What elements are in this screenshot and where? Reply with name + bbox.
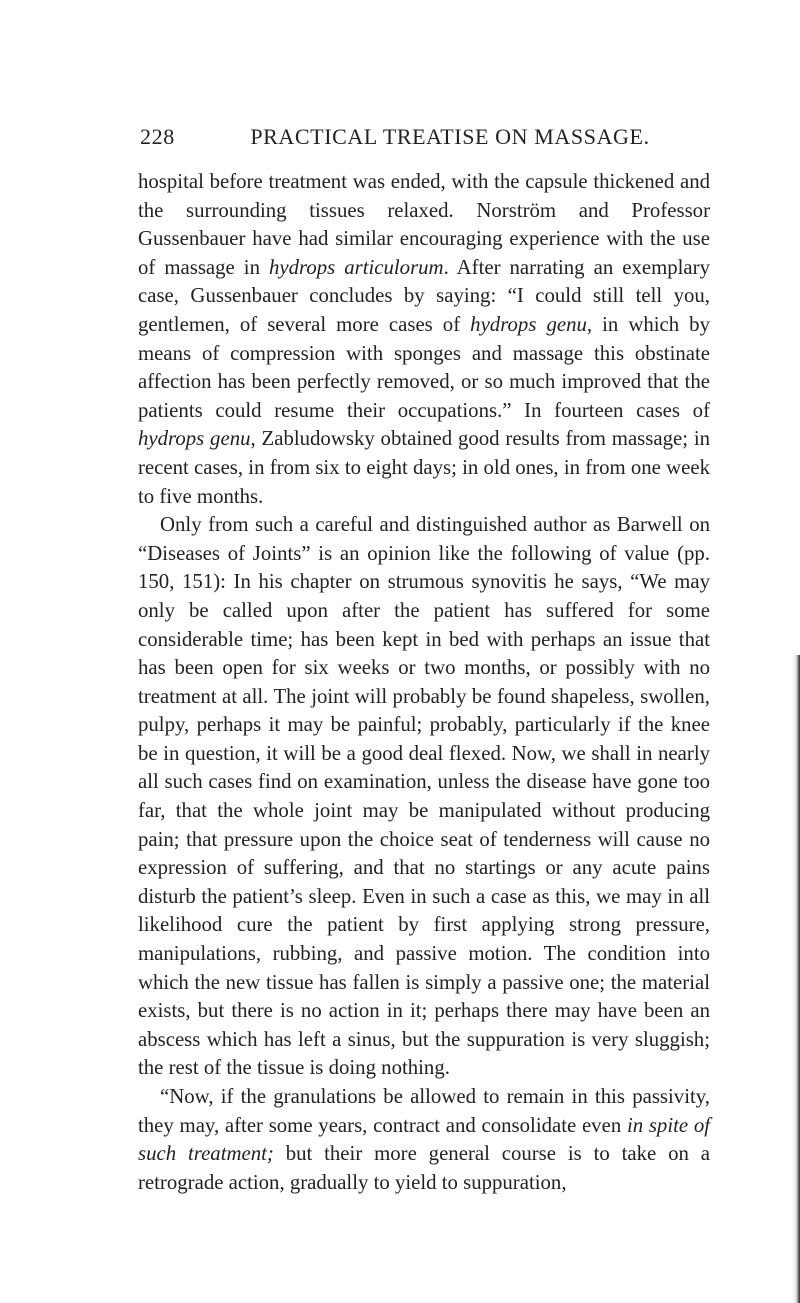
paragraph-1 (138, 168, 710, 511)
page-number: 228 (140, 124, 175, 149)
text-run: , in which by means of compression with sponges and massage this obstinate affection has been perfectly removed, or so much improved that the patients could resume their occupations.” In fourteen cases of (138, 312, 710, 422)
text-run: “Now, if the granulations be allowed to remain in this passivity, they may, after some years, contract and consolidate even (138, 1085, 710, 1137)
italic-term: hydrops genu (138, 427, 251, 451)
text-run: hospital before treatment was ended, with the capsule thickened and the surrounding tissues relaxed. Norström and Professor Gussenbauer have had similar encouraging experience with the use of massage in (138, 170, 710, 279)
text-run: , Zabludowsky obtained good results from massage; in recent cases, in from six to eight days; in old ones, in from one week to five months. (138, 427, 710, 508)
text-run: but their more general course is to take on a retrograde action, gradually to yield to suppuration, (138, 1142, 710, 1194)
paragraph-3 (138, 1083, 710, 1197)
italic-phrase: in spite of such treatment; (138, 1113, 710, 1166)
page-body (138, 168, 710, 1197)
italic-term: hydrops articulorum (268, 255, 444, 279)
text-run: Only from such a careful and distinguished author as Barwell on “Diseases of Joints” is an opinion like the following of value (pp. 150, 151): In his chapter on strumous synovitis he says, “We may only be called upon after the patient has suffered for some considerable time; has been kept in bed with perhaps an issue that has been open for six weeks or two months, or possibly with no treatment at all. The joint will probably be found shapeless, swollen, pulpy, perhaps it may be painful; probably, particularly if the knee be in question, it will be a good deal flexed. Now, we shall in nearly all such cases find on examination, unless the disease have gone too far, that the whole joint may be manipulated without producing pain; that pressure upon the choice seat of tenderness will cause no expression of suffering, and that no startings or any acute pains disturb the patient’s sleep. Even in such a case as this, we may in all likelihood cure the patient by first applying strong pressure, manipulations, rubbing, and passive motion. The condition into which the new tissue has fallen is simply a passive one; the material exists, but there is no action in it; perhaps there may have been an abscess which has left a sinus, but the suppuration is very sluggish; the rest of the tissue is doing nothing. (138, 513, 710, 1080)
running-title: PRACTICAL TREATISE ON MASSAGE. (250, 124, 650, 149)
page-edge-shadow (792, 655, 800, 1303)
italic-term: hydrops genu (470, 312, 587, 336)
text-run: . After narrating an exemplary case, Gussenbauer concludes by saying: “I could still tell you, gentlemen, of several more cases of (138, 255, 710, 336)
paragraph-2 (138, 511, 710, 1083)
